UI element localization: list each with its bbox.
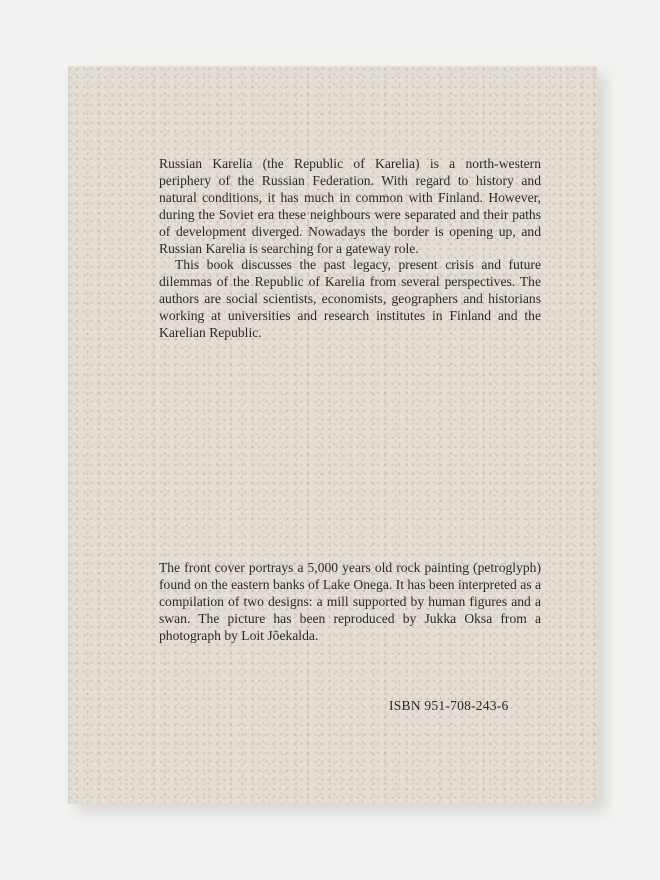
book-back-cover xyxy=(68,66,597,804)
cover-note xyxy=(159,560,541,645)
blurb-paragraph-1: Russian Karelia (the Republic of Karelia) is a north-western periphery of the Russian Federation. With regard to history and natural conditions, it has much in common with Finland. However, during the Soviet era these neighbours were separated and their paths of development diverged. Nowadays the border is opening up, and Russian Karelia is searching for a gateway role. xyxy=(159,156,541,256)
blurb-paragraph-2: This book discusses the past legacy, present crisis and future dilemmas of the Republic of Karelia from several perspectives. The authors are social scientists, economists, geographers and historians working at universities and research institutes in Finland and the Karelian Republic. xyxy=(159,257,541,341)
blurb xyxy=(159,156,541,342)
isbn-label: ISBN 951-708-243-6 xyxy=(389,698,509,713)
cover-note-text: The front cover portrays a 5,000 years old rock painting (petroglyph) found on the eastern banks of Lake Onega. It has been interpreted as a compilation of two designs: a mill supported by human figures and a swan. The picture has been reproduced by Jukka Oksa from a photograph by Loit Jõekalda. xyxy=(159,560,541,643)
